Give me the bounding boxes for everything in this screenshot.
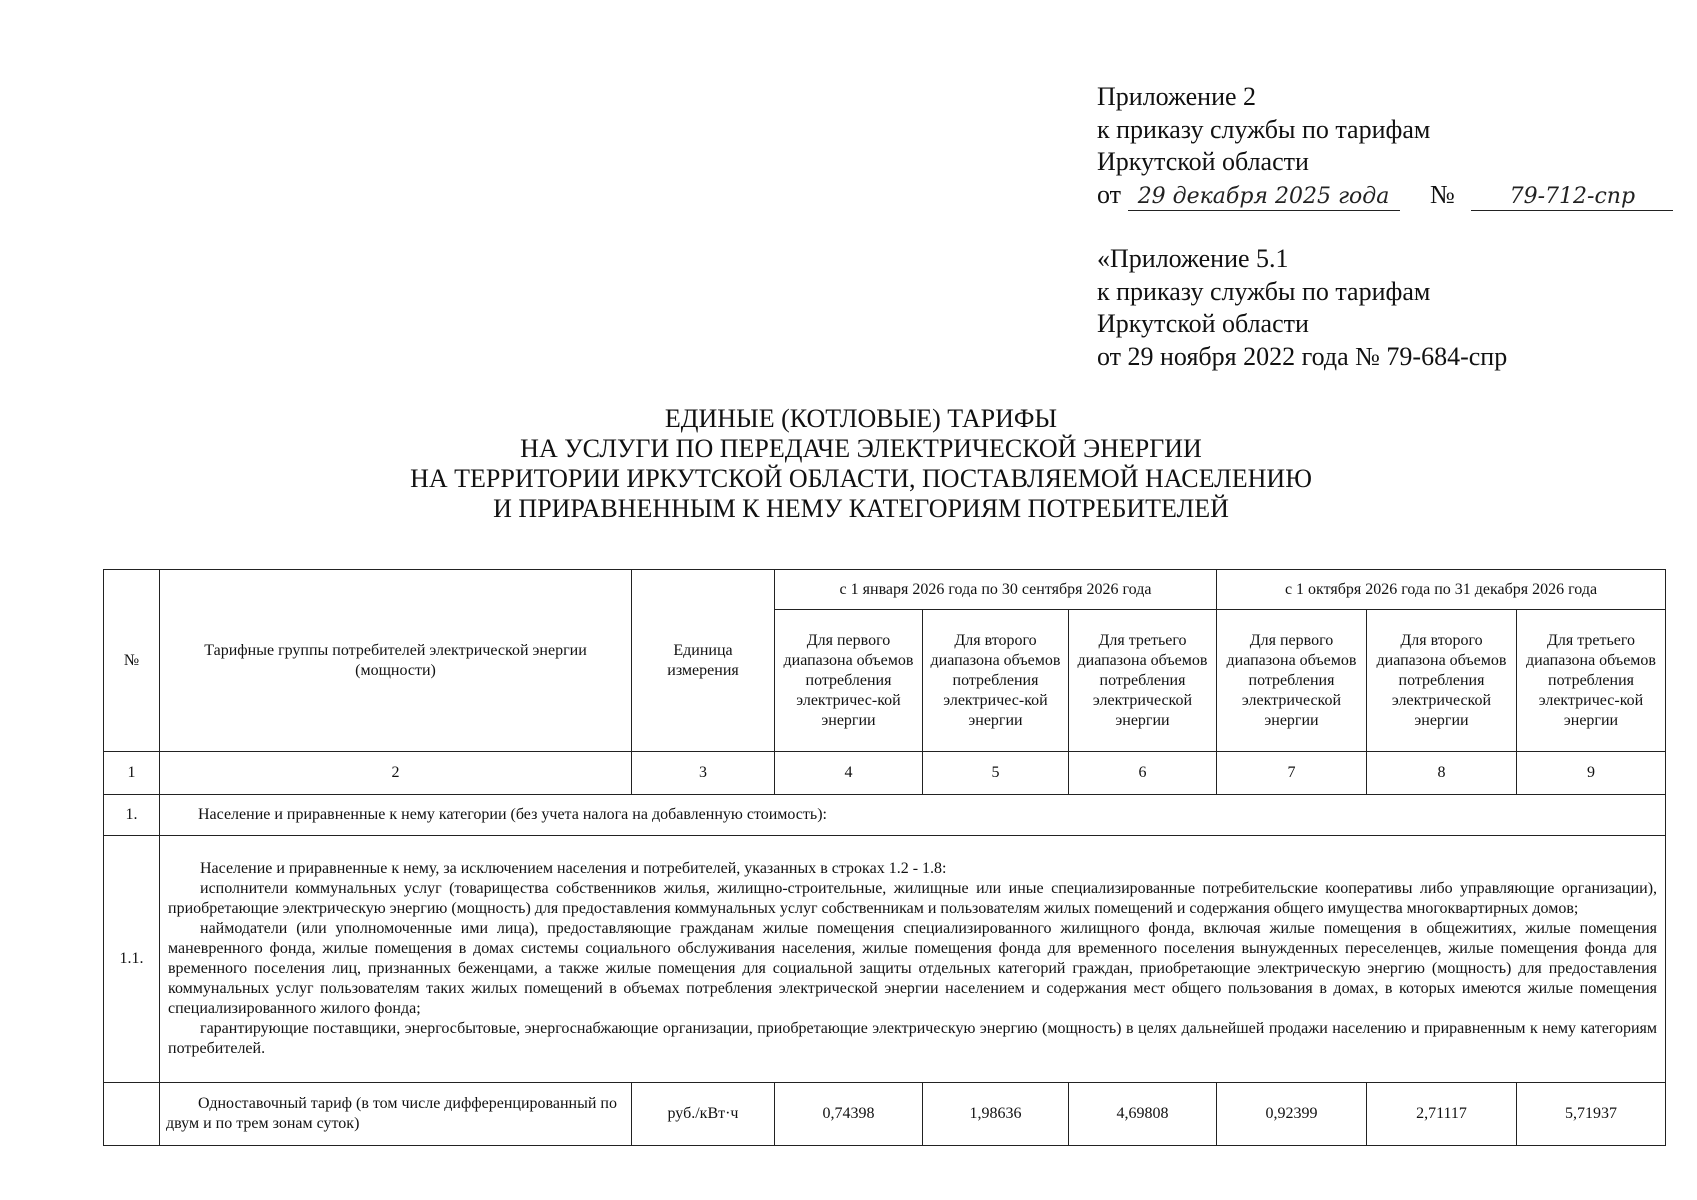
header-range-1: Для первого диапазона объемов потребления электрической энергии <box>1217 610 1367 752</box>
header-row <box>104 570 1666 610</box>
description-paragraph: гарантирующие поставщики, энергосбытовые, энергоснабжающие организации, приобретающие электрическую энергию (мощность) в целях дальнейшей продажи населению и приравненным к нему категориям потребителей. <box>168 1020 1658 1057</box>
header-num: № <box>104 570 160 752</box>
attachment-line: к приказу службы по тарифам <box>1097 276 1431 306</box>
header-period-2: с 1 октября 2026 года по 31 декабря 2026 года <box>1217 570 1666 610</box>
column-index: 3 <box>632 752 775 795</box>
attachment-date-line <box>1097 179 1677 212</box>
tariff-value: 5,71937 <box>1517 1083 1666 1146</box>
tariff-value: 0,92399 <box>1217 1083 1367 1146</box>
attachment-line: к приказу службы по тарифам <box>1097 114 1431 144</box>
title-line: И ПРИРАВНЕННЫМ К НЕМУ КАТЕГОРИЯМ ПОТРЕБИТЕЛЕЙ <box>493 494 1229 523</box>
row-name-text: Одноставочный тариф (в том числе дифференцированный по двум и по трем зонам суток) <box>166 1095 617 1132</box>
header-range-2: Для второго диапазона объемов потребления электрической энергии <box>1367 610 1517 752</box>
header-range-1: Для первого диапазона объемов потребления электричес-кой энергии <box>775 610 923 752</box>
column-index: 9 <box>1517 752 1666 795</box>
subsection-description <box>160 836 1666 1083</box>
section-num: 1. <box>104 795 160 836</box>
document-title <box>300 404 1422 524</box>
title-line: ЕДИНЫЕ (КОТЛОВЫЕ) ТАРИФЫ <box>664 404 1058 433</box>
section-row <box>104 795 1666 836</box>
header-period-1: с 1 января 2026 года по 30 сентября 2026 года <box>775 570 1217 610</box>
attachment-block-2 <box>1097 243 1677 373</box>
section-title <box>160 795 1666 836</box>
column-index: 5 <box>923 752 1069 795</box>
attachment-line: Иркутской области <box>1097 147 1309 176</box>
title-line: НА УСЛУГИ ПО ПЕРЕДАЧЕ ЭЛЕКТРИЧЕСКОЙ ЭНЕРГИИ <box>520 434 1202 463</box>
description-paragraph: Население и приравненные к нему, за исключением населения и потребителей, указанных в строках 1.2 - 1.8: <box>200 860 947 877</box>
attachment-line: от 29 ноября 2022 года № 79-684-спр <box>1097 341 1508 371</box>
header-groups: Тарифные группы потребителей электрической энергии (мощности) <box>160 570 632 752</box>
header-range-2: Для второго диапазона объемов потребления электричес-кой энергии <box>923 610 1069 752</box>
header-range-3: Для третьего диапазона объемов потребления электрической энергии <box>1069 610 1217 752</box>
description-paragraph: наймодатели (или уполномоченные ими лица), предоставляющие гражданам жилые помещения специализированного жилищного фонда, включая жилые помещения в общежитиях, жилые помещения маневренного фонда, жилые помещения в домах системы социального обслуживания населения, жилые помещения фонда для временного поселения вынужденных переселенцев, жилые помещения фонда для временного поселения лиц, признанных беженцами, а также жилые помещения для социальной защиты отдельных категорий граждан, приобретающие электрическую энергию (мощность) для предоставления коммунальных услуг пользователям таких жилых помещений в объемах потребления электрической энергии населением и содержания мест общего пользования в домах, в которых имеются жилые помещения специализированного жилого фонда; <box>168 920 1658 1017</box>
header-range-3: Для третьего диапазона объемов потребления электричес-кой энергии <box>1517 610 1666 752</box>
attachment-line: «Приложение 5.1 <box>1097 244 1289 273</box>
column-index: 1 <box>104 752 160 795</box>
row-num <box>104 1083 160 1146</box>
row-unit: руб./кВт·ч <box>632 1083 775 1146</box>
table-row <box>104 1083 1666 1146</box>
column-index: 8 <box>1367 752 1517 795</box>
title-line: НА ТЕРРИТОРИИ ИРКУТСКОЙ ОБЛАСТИ, ПОСТАВЛЯЕМОЙ НАСЕЛЕНИЮ <box>410 464 1312 493</box>
attachment-line: Приложение 2 <box>1097 82 1257 111</box>
header-unit: Единица измерения <box>632 570 775 752</box>
column-index: 2 <box>160 752 632 795</box>
tariff-value: 0,74398 <box>775 1083 923 1146</box>
handwritten-date: 29 декабря 2025 года <box>1128 184 1400 211</box>
section-title-text: Население и приравненные к нему категории (без учета налога на добавленную стоимость): <box>198 806 827 823</box>
subsection-row <box>104 836 1666 1083</box>
row-name <box>160 1083 632 1146</box>
subsection-num: 1.1. <box>104 836 160 1083</box>
tariff-table <box>103 569 1666 1146</box>
date-prefix: от <box>1097 179 1122 209</box>
attachment-block-1 <box>1097 81 1677 211</box>
tariff-value: 1,98636 <box>923 1083 1069 1146</box>
column-index-row <box>104 752 1666 795</box>
column-index: 4 <box>775 752 923 795</box>
number-sign: № <box>1430 179 1455 209</box>
attachment-line: Иркутской области <box>1097 309 1309 338</box>
tariff-value: 4,69808 <box>1069 1083 1217 1146</box>
handwritten-number: 79-712-спр <box>1471 184 1673 211</box>
column-index: 6 <box>1069 752 1217 795</box>
description-paragraph: исполнители коммунальных услуг (товарищества собственников жилья, жилищно-строительные, жилищные или иные специализированные потребительские кооперативы либо управляющие организации), приобретающие электрическую энергию (мощность) для предоставления коммунальных услуг собственникам и пользователям жилых помещений и содержания общего имущества многоквартирных домов; <box>168 880 1658 917</box>
tariff-value: 2,71117 <box>1367 1083 1517 1146</box>
column-index: 7 <box>1217 752 1367 795</box>
